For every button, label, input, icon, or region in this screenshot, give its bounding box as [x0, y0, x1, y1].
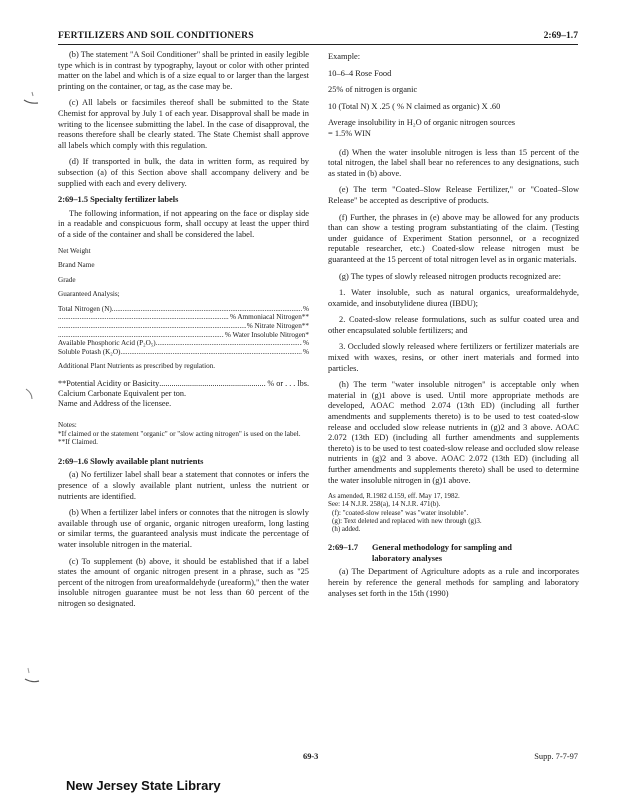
- label-brand: Brand Name: [58, 261, 95, 270]
- note-1: *If claimed or the statement "organic" or "slow acting nitrogen" is used on the label.: [58, 429, 301, 438]
- section-1-5-title: 2:69–1.5 Specialty fertilizer labels: [58, 195, 179, 205]
- note-2: **If Claimed.: [58, 438, 98, 447]
- list-item-g1: 1. Water insoluble, such as natural organics, ureaformaldehyde, oxamide, and insobutylidene diurea (IBDU);: [328, 288, 579, 308]
- label-water-insoluble: ..... % Water Insoluble Nitrogen*: [58, 331, 309, 340]
- margin-mark-icon: [22, 88, 42, 108]
- section-1-7-heading: [328, 543, 579, 564]
- label-guaranteed: Guaranteed Analysis;: [58, 290, 120, 299]
- label-name-address: Name and Address of the licensee.: [58, 399, 172, 409]
- label-calcium: Calcium Carbonate Equivalent per ton.: [58, 389, 187, 399]
- header-section: 2:69–1.7: [543, 30, 578, 41]
- section-1-6-b: (b) When a fertilizer label infers or connotes that the nitrogen is slowly available through use of organic, organic nitrogen ureaform, long lasting or similar terms, the guaranteed analysis must indicate the percentage of water insoluble nitrogen in the material.: [58, 508, 309, 549]
- library-stamp: New Jersey State Library: [66, 778, 221, 793]
- notes-title: Notes:: [58, 421, 77, 430]
- running-header: [58, 30, 578, 45]
- example-line-1: 10–6–4 Rose Food: [328, 68, 392, 78]
- history-line-1: As amended, R.1982 d.159, eff. May 17, 1982.: [328, 492, 460, 501]
- right-paragraph-d: (d) When the water insoluble nitrogen is less than 15 percent of the total nitrogen, the label shall bear no references to any designations, such as stated in (b) above.: [328, 147, 579, 178]
- list-item-g2: 2. Coated-slow release formulations, such as sulfur coated urea and other encapsulated soluble fertilizers; and: [328, 315, 579, 335]
- history-line-4: (g): Text deleted and replaced with new through (g)3.: [332, 516, 482, 525]
- right-column: [328, 50, 579, 605]
- label-potash: Soluble Potash (K₂O) ..... %: [58, 348, 309, 357]
- list-item-g3: 3. Occluded slowly released where fertilizers or fertilizer materials are mixed with waxes, resins, or other inert materials and formed into particles.: [328, 342, 579, 373]
- paragraph-d: (d) If transported in bulk, the data in written form, as required by subsection (a) of this Section above shall accompany delivery and be supplied with each and every delivery.: [58, 157, 309, 188]
- example-line-4: Average insolubility in H₂O of organic nitrogen sources: [328, 118, 516, 128]
- page-number: 69-3: [303, 752, 319, 761]
- history-line-2: See: 14 N.J.R. 258(a), 14 N.J.R. 471(b).: [328, 500, 441, 509]
- paragraph-b: (b) The statement "A Soil Conditioner" shall be printed in easily legible type which is in contrast by typography, layout or color with other printed matter on the label and which is of a size equal to or larger than the largest printing on the container, or tag, as the case may be.: [58, 50, 309, 91]
- header-title: FERTILIZERS AND SOIL CONDITIONERS: [58, 30, 254, 41]
- left-column: [58, 50, 309, 616]
- section-1-6-c: (c) To supplement (b) above, it should be established that if a label states the amount of organic nitrogen present in a phrase, such as "25 percent of the nitrogen from ureaformaldehyde (ureaform)," then the water insoluble nitrogen guarantee must be not less than 60 percent of the nitrogen so designated.: [58, 556, 309, 608]
- supplement-date: Supp. 7-7-97: [534, 752, 578, 761]
- right-paragraph-g: (g) The types of slowly released nitrogen products recognized are:: [339, 271, 561, 281]
- right-paragraph-e: (e) The term "Coated–Slow Release Fertilizer," or "Coated–Slow Release" be accepted as descriptive of products.: [328, 185, 579, 205]
- margin-mark-icon: [22, 385, 42, 405]
- right-paragraph-h: (h) The term "water insoluble nitrogen" is acceptable only when material in (g)1 above is used. Until more appropriate methods are developed, AOAC method 2.074 (13th ED) (including all further amendments and supplements thereto) is to be used to test coated-slow release and occluded slow release nutrients in (g)2 and 3 above. AOAC 2.072 (13th ED) (including all further amendments and supplements thereto) is to be used to test coated-slow release and occluded slow release nutrients in (g)2 and 3 above. AOAC 2.072 (13th ED) (including all further amendments and supplements thereto) shall be used to determine the water insoluble nitrogen in (g)1 above.: [328, 380, 579, 485]
- paragraph-c: (c) All labels or facsimiles thereof shall be submitted to the State Chemist for approval by July 1 of each year. Disapproval shall be made in writing to the licensee submitting the label. In the case of disapproval, the reasons therefore shall be clearly stated. The State Chemist shall approve all labels which comply with this regulation.: [58, 98, 309, 150]
- label-ammoniacal: ..... % Ammoniacal Nitrogen**: [58, 313, 309, 322]
- example-line-2: 25% of nitrogen is organic: [328, 85, 418, 95]
- label-net-weight: Net Weight: [58, 246, 91, 255]
- history-notes: [328, 492, 579, 533]
- section-1-6-a: (a) No fertilizer label shall bear a statement that connotes or infers the presence of a slowly available plant nutrient, unless the nutrient or nutrients are identified.: [58, 470, 309, 501]
- margin-mark-icon: [22, 665, 42, 685]
- label-phosphoric: Available Phosphoric Acid (P₂O₅) ..... %: [58, 339, 309, 348]
- section-1-7-title: General methodology for sampling and laboratory analyses: [372, 543, 512, 563]
- label-additional: Additional Plant Nutrients as prescribed by regulation.: [58, 362, 216, 371]
- section-1-6-title: 2:69–1.6 Slowly available plant nutrients: [58, 456, 204, 466]
- example-line-3: 10 (Total N) X .25 ( % N claimed as organic) X .60: [328, 101, 501, 111]
- label-grade: Grade: [58, 275, 76, 284]
- label-nitrate: ..... % Nitrate Nitrogen**: [58, 322, 309, 331]
- label-total-nitrogen: Total Nitrogen (N) ..... %: [58, 305, 309, 314]
- example-line-5: = 1.5% WIN: [328, 128, 371, 138]
- example-title: Example:: [328, 52, 361, 61]
- history-line-3: (f): "coated-slow release" was "water insoluble".: [332, 508, 469, 517]
- right-paragraph-f: (f) Further, the phrases in (e) above may be allowed for any products than can show a testing program substantiating of the claim. (Testing under guidance of Experiment Station personnel, or a recognized reputable researcher, etc.) Coated-slow release nitrogen must be guaranteed at the 15 percent of total nitrogen level as in organic materials.: [328, 212, 579, 264]
- section-1-5-text: The following information, if not appearing on the face or display side in a readable and conspicuous form, shall occupy at least the upper third of a side of the container and shall be considered the label.: [58, 208, 309, 239]
- label-acidity: **Potential Acidity or Basicity ..... % or . . . lbs.: [58, 379, 309, 389]
- section-1-7-number: 2:69–1.7: [328, 543, 359, 553]
- section-1-7-a: (a) The Department of Agriculture adopts as a rule and incorporates herein by reference the general methods for sampling and laboratory analyses set forth in the 15th (1990): [328, 567, 579, 598]
- history-line-5: (h) added.: [332, 525, 361, 533]
